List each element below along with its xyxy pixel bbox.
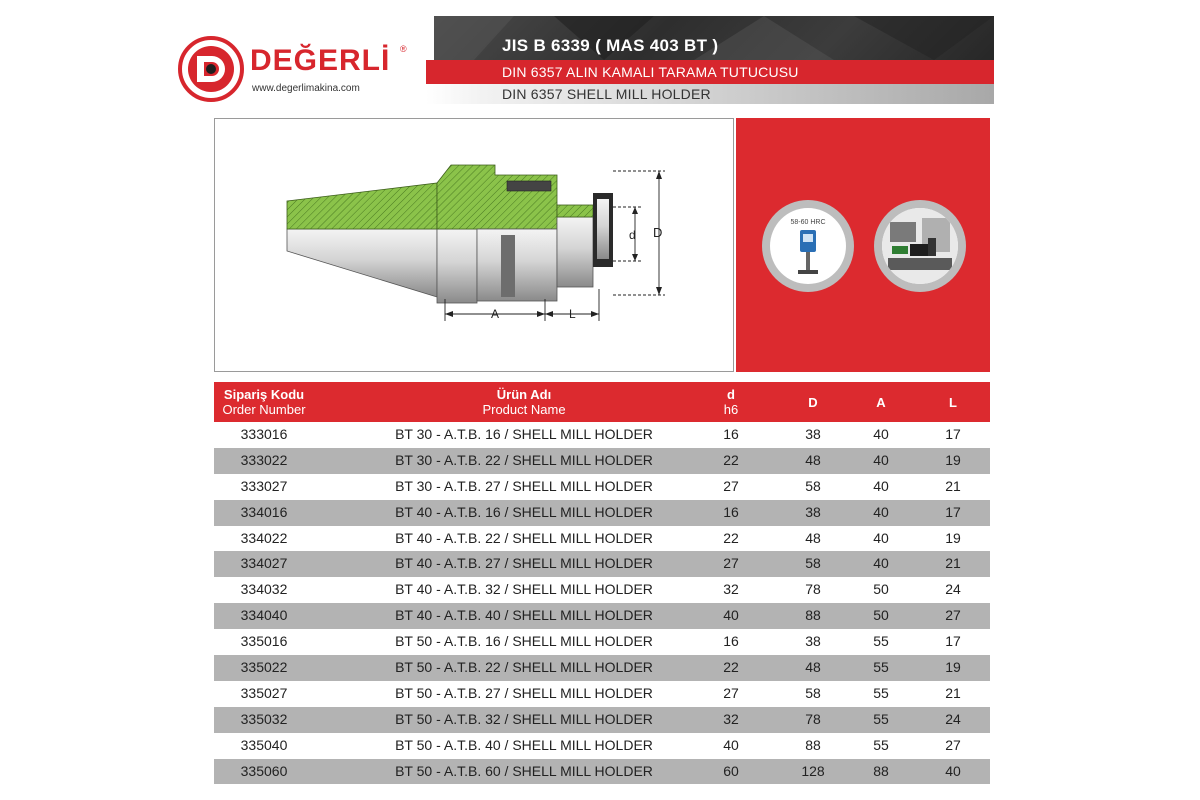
cell-d: 22: [723, 659, 739, 676]
cell-order-number: 335032: [240, 710, 288, 727]
cell-D: 78: [805, 710, 821, 727]
header-order-number: Sipariş Kodu Order Number: [222, 387, 306, 417]
cell-D: 58: [805, 555, 821, 572]
cell-order-number: 333016: [240, 426, 288, 442]
cell-product-name: BT 40 - A.T.B. 16 / SHELL MILL HOLDER: [395, 503, 653, 520]
subtitle-turkish: DIN 6357 ALIN KAMALI TARAMA TUTUCUSU: [502, 64, 799, 80]
brand-website: www.degerlimakina.com: [252, 83, 360, 94]
header-D: D: [808, 395, 818, 410]
cell-order-number: 333027: [240, 477, 288, 494]
table-body: [214, 422, 990, 784]
cell-product-name: BT 50 - A.T.B. 16 / SHELL MILL HOLDER: [395, 633, 653, 650]
cell-D: 58: [805, 684, 821, 701]
cell-product-name: BT 50 - A.T.B. 60 / SHELL MILL HOLDER: [395, 762, 653, 779]
cell-product-name: BT 50 - A.T.B. 22 / SHELL MILL HOLDER: [395, 659, 653, 676]
cell-d: 16: [723, 426, 739, 442]
cell-d: 60: [723, 762, 739, 779]
cell-order-number: 334040: [240, 607, 288, 624]
dim-label-L: L: [569, 307, 576, 321]
cell-D: 58: [805, 477, 821, 494]
cell-D: 48: [805, 529, 821, 546]
table-row: [214, 422, 990, 448]
cell-d: 27: [723, 555, 739, 572]
table-row: [214, 551, 990, 577]
hardness-badge: [762, 200, 854, 292]
cell-order-number: 334022: [240, 529, 288, 546]
dim-label-D: D: [653, 225, 663, 240]
table-row: [214, 655, 990, 681]
cell-D: 78: [805, 581, 821, 598]
dim-label-d: d: [629, 228, 636, 242]
cell-L: 21: [945, 684, 961, 701]
logo-gear-icon: [178, 36, 244, 102]
cell-product-name: BT 40 - A.T.B. 27 / SHELL MILL HOLDER: [395, 555, 653, 572]
cell-A: 55: [873, 633, 889, 650]
table-header: [214, 382, 990, 422]
cell-L: 17: [945, 503, 961, 520]
cell-order-number: 333022: [240, 451, 288, 468]
cell-product-name: BT 50 - A.T.B. 27 / SHELL MILL HOLDER: [395, 684, 653, 701]
table-row: [214, 629, 990, 655]
brand-name: DEĞERLİ: [250, 44, 391, 77]
cell-D: 38: [805, 426, 821, 442]
cell-L: 24: [945, 710, 961, 727]
cell-A: 40: [873, 451, 889, 468]
cell-A: 40: [873, 503, 889, 520]
cell-order-number: 334032: [240, 581, 288, 598]
machining-center-icon: [882, 208, 958, 284]
cell-L: 19: [945, 451, 961, 468]
cell-D: 48: [805, 659, 821, 676]
cell-d: 27: [723, 684, 739, 701]
cell-A: 55: [873, 736, 889, 753]
header-product-name: Ürün Adı Product Name: [482, 387, 566, 417]
cell-d: 16: [723, 633, 739, 650]
cell-L: 27: [945, 736, 961, 753]
cell-order-number: 335060: [240, 762, 288, 779]
cell-A: 55: [873, 684, 889, 701]
table-row: [214, 577, 990, 603]
cell-product-name: BT 30 - A.T.B. 27 / SHELL MILL HOLDER: [395, 477, 653, 494]
dim-label-A: A: [491, 307, 500, 321]
cell-order-number: 334027: [240, 555, 288, 572]
subtitle-english: DIN 6357 SHELL MILL HOLDER: [502, 86, 711, 102]
cell-D: 88: [805, 736, 821, 753]
cell-D: 88: [805, 607, 821, 624]
table-row: [214, 733, 990, 759]
cell-d: 32: [723, 581, 739, 598]
cell-d: 22: [723, 529, 739, 546]
cell-L: 27: [945, 607, 961, 624]
cell-order-number: 335040: [240, 736, 288, 753]
cell-product-name: BT 40 - A.T.B. 22 / SHELL MILL HOLDER: [395, 529, 653, 546]
cell-A: 40: [873, 426, 889, 442]
feature-badges-panel: [736, 118, 990, 372]
table-row: [214, 603, 990, 629]
cell-product-name: BT 40 - A.T.B. 40 / SHELL MILL HOLDER: [395, 607, 653, 624]
product-table: [214, 382, 990, 784]
cell-product-name: BT 30 - A.T.B. 16 / SHELL MILL HOLDER: [395, 426, 653, 442]
cell-A: 55: [873, 710, 889, 727]
header-L: L: [949, 395, 957, 410]
cell-product-name: BT 50 - A.T.B. 40 / SHELL MILL HOLDER: [395, 736, 653, 753]
machining-badge: [874, 200, 966, 292]
cell-d: 16: [723, 503, 739, 520]
cell-D: 128: [801, 762, 825, 779]
cell-A: 40: [873, 477, 889, 494]
cell-order-number: 335022: [240, 659, 288, 676]
hardness-tester-icon: [770, 208, 846, 284]
table-row: [214, 500, 990, 526]
cell-D: 48: [805, 451, 821, 468]
cell-A: 88: [873, 762, 889, 779]
cell-L: 19: [945, 659, 961, 676]
cell-d: 40: [723, 607, 739, 624]
hardness-label: 58-60 HRC: [790, 219, 826, 226]
page-title: JIS B 6339 ( MAS 403 BT ): [502, 36, 719, 55]
cell-order-number: 335027: [240, 684, 288, 701]
cell-L: 24: [945, 581, 961, 598]
table-row: [214, 526, 990, 552]
header-d: d h6: [723, 387, 739, 417]
table-row: [214, 681, 990, 707]
table-row: [214, 474, 990, 500]
table-row: [214, 707, 990, 733]
registered-mark: ®: [400, 44, 407, 54]
cell-A: 40: [873, 555, 889, 572]
header-A: A: [876, 395, 886, 410]
cell-d: 32: [723, 710, 739, 727]
technical-drawing: [214, 118, 734, 372]
cell-L: 19: [945, 529, 961, 546]
cell-A: 55: [873, 659, 889, 676]
cell-d: 40: [723, 736, 739, 753]
cell-A: 50: [873, 607, 889, 624]
table-row: [214, 759, 990, 785]
cell-d: 27: [723, 477, 739, 494]
cell-D: 38: [805, 503, 821, 520]
cell-L: 21: [945, 555, 961, 572]
cell-L: 21: [945, 477, 961, 494]
cell-A: 50: [873, 581, 889, 598]
shell-mill-holder-drawing: [215, 119, 733, 371]
cell-D: 38: [805, 633, 821, 650]
cell-d: 22: [723, 451, 739, 468]
brand-logo: [178, 36, 440, 110]
cell-order-number: 335016: [240, 633, 288, 650]
cell-product-name: BT 50 - A.T.B. 32 / SHELL MILL HOLDER: [395, 710, 653, 727]
cell-order-number: 334016: [240, 503, 288, 520]
table-row: [214, 448, 990, 474]
cell-product-name: BT 30 - A.T.B. 22 / SHELL MILL HOLDER: [395, 451, 653, 468]
cell-L: 17: [945, 633, 961, 650]
cell-product-name: BT 40 - A.T.B. 32 / SHELL MILL HOLDER: [395, 581, 653, 598]
cell-A: 40: [873, 529, 889, 546]
cell-L: 40: [945, 762, 961, 779]
cell-L: 17: [945, 426, 961, 442]
